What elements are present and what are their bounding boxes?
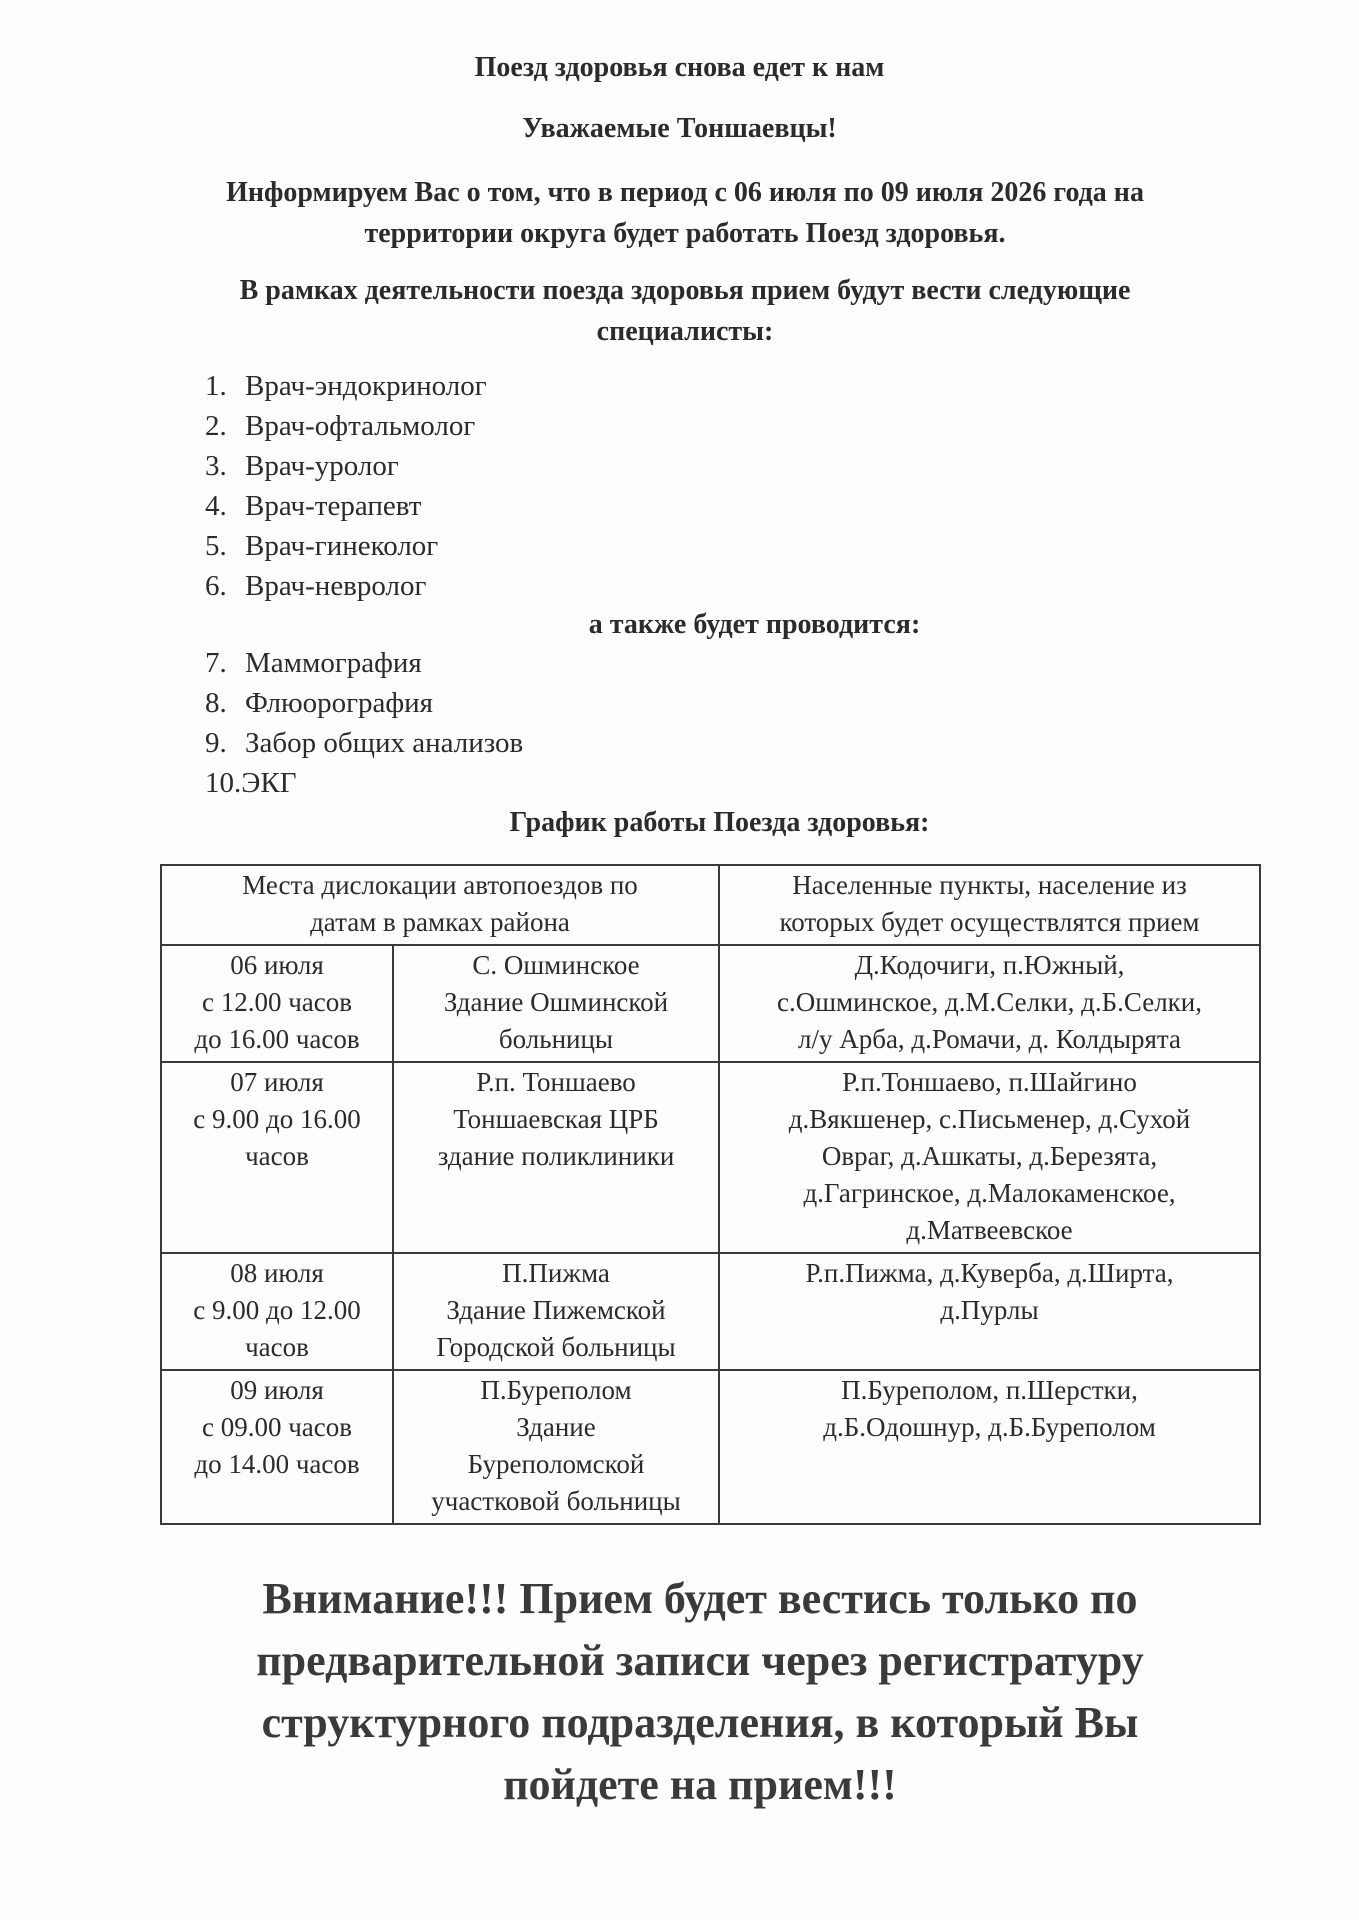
attention-notice: Внимание!!! Прием будет вестись только по предварительной записи через регистратуру структурного подразделения, в который Вы пойдете на прием!!! bbox=[256, 1574, 1144, 1809]
row-villages: Р.п.Пижма, д.Куверба, д.Ширта, д.Пурлы bbox=[719, 1253, 1260, 1370]
specialists-heading bbox=[160, 270, 1210, 352]
document-title: Поезд здоровья снова едет к нам bbox=[474, 52, 885, 83]
list-item: 2. Врач-офтальмолог bbox=[205, 410, 476, 442]
header-settlements: Населенные пункты, население из которых будет осуществлятся прием bbox=[719, 865, 1260, 945]
procedures-list bbox=[205, 643, 523, 803]
greeting: Уважаемые Тоншаевцы! bbox=[522, 113, 837, 144]
table-row bbox=[161, 1370, 1260, 1524]
intro-line-1: Информируем Вас о том, что в период с 06 июля по 09 июля 2026 года на bbox=[226, 177, 1144, 208]
list-item: 7. Маммография bbox=[205, 647, 422, 679]
list-item: 5. Врач-гинеколог bbox=[205, 530, 439, 562]
row-date: 08 июля с 9.00 до 12.00 часов bbox=[161, 1253, 393, 1370]
row-place: П.Буреполом Здание Буреполомской участковой больницы bbox=[393, 1370, 719, 1524]
list-item: 6. Врач-невролог bbox=[205, 570, 427, 602]
row-villages: Р.п.Тоншаево, п.Шайгино д.Вякшенер, с.Письменер, д.Сухой Овраг, д.Ашкаты, д.Березята, д.Гагринское, д.Малокаменское, д.Матвеевское bbox=[719, 1062, 1260, 1253]
list-item: 10.ЭКГ bbox=[205, 767, 297, 799]
specialists-heading-line-2: специалисты: bbox=[596, 316, 774, 347]
row-date: 09 июля с 09.00 часов до 14.00 часов bbox=[161, 1370, 393, 1524]
row-villages: Д.Кодочиги, п.Южный, с.Ошминское, д.М.Селки, д.Б.Селки, л/у Арба, д.Ромачи, д. Колдырята bbox=[719, 945, 1260, 1062]
intro-paragraph bbox=[160, 172, 1210, 254]
table-row bbox=[161, 1062, 1260, 1253]
intro-line-2: территории округа будет работать Поезд здоровья. bbox=[364, 218, 1006, 249]
list-item: 9. Забор общих анализов bbox=[205, 727, 524, 759]
row-villages: П.Буреполом, п.Шерстки, д.Б.Одошнур, д.Б.Буреполом bbox=[719, 1370, 1260, 1524]
row-place: С. Ошминское Здание Ошминской больницы bbox=[393, 945, 719, 1062]
table-row bbox=[161, 1253, 1260, 1370]
table-header-row bbox=[161, 865, 1260, 945]
list-item: 1. Врач-эндокринолог bbox=[205, 370, 487, 402]
header-locations: Места дислокации автопоездов по датам в рамках района bbox=[161, 865, 719, 945]
schedule-table bbox=[160, 864, 1261, 1525]
row-date: 07 июля с 9.00 до 16.00 часов bbox=[161, 1062, 393, 1253]
schedule-title: График работы Поезда здоровья: bbox=[509, 807, 930, 838]
row-place: Р.п. Тоншаево Тоншаевская ЦРБ здание поликлиники bbox=[393, 1062, 719, 1253]
procedures-heading: а также будет проводится: bbox=[588, 609, 921, 640]
list-item: 3. Врач-уролог bbox=[205, 450, 399, 482]
row-date: 06 июля с 12.00 часов до 16.00 часов bbox=[161, 945, 393, 1062]
row-place: П.Пижма Здание Пижемской Городской больницы bbox=[393, 1253, 719, 1370]
specialists-list bbox=[205, 366, 487, 606]
table-row bbox=[161, 945, 1260, 1062]
specialists-heading-line-1: В рамках деятельности поезда здоровья прием будут вести следующие bbox=[239, 275, 1131, 306]
list-item: 4. Врач-терапевт bbox=[205, 490, 422, 522]
list-item: 8. Флюорография bbox=[205, 687, 434, 719]
